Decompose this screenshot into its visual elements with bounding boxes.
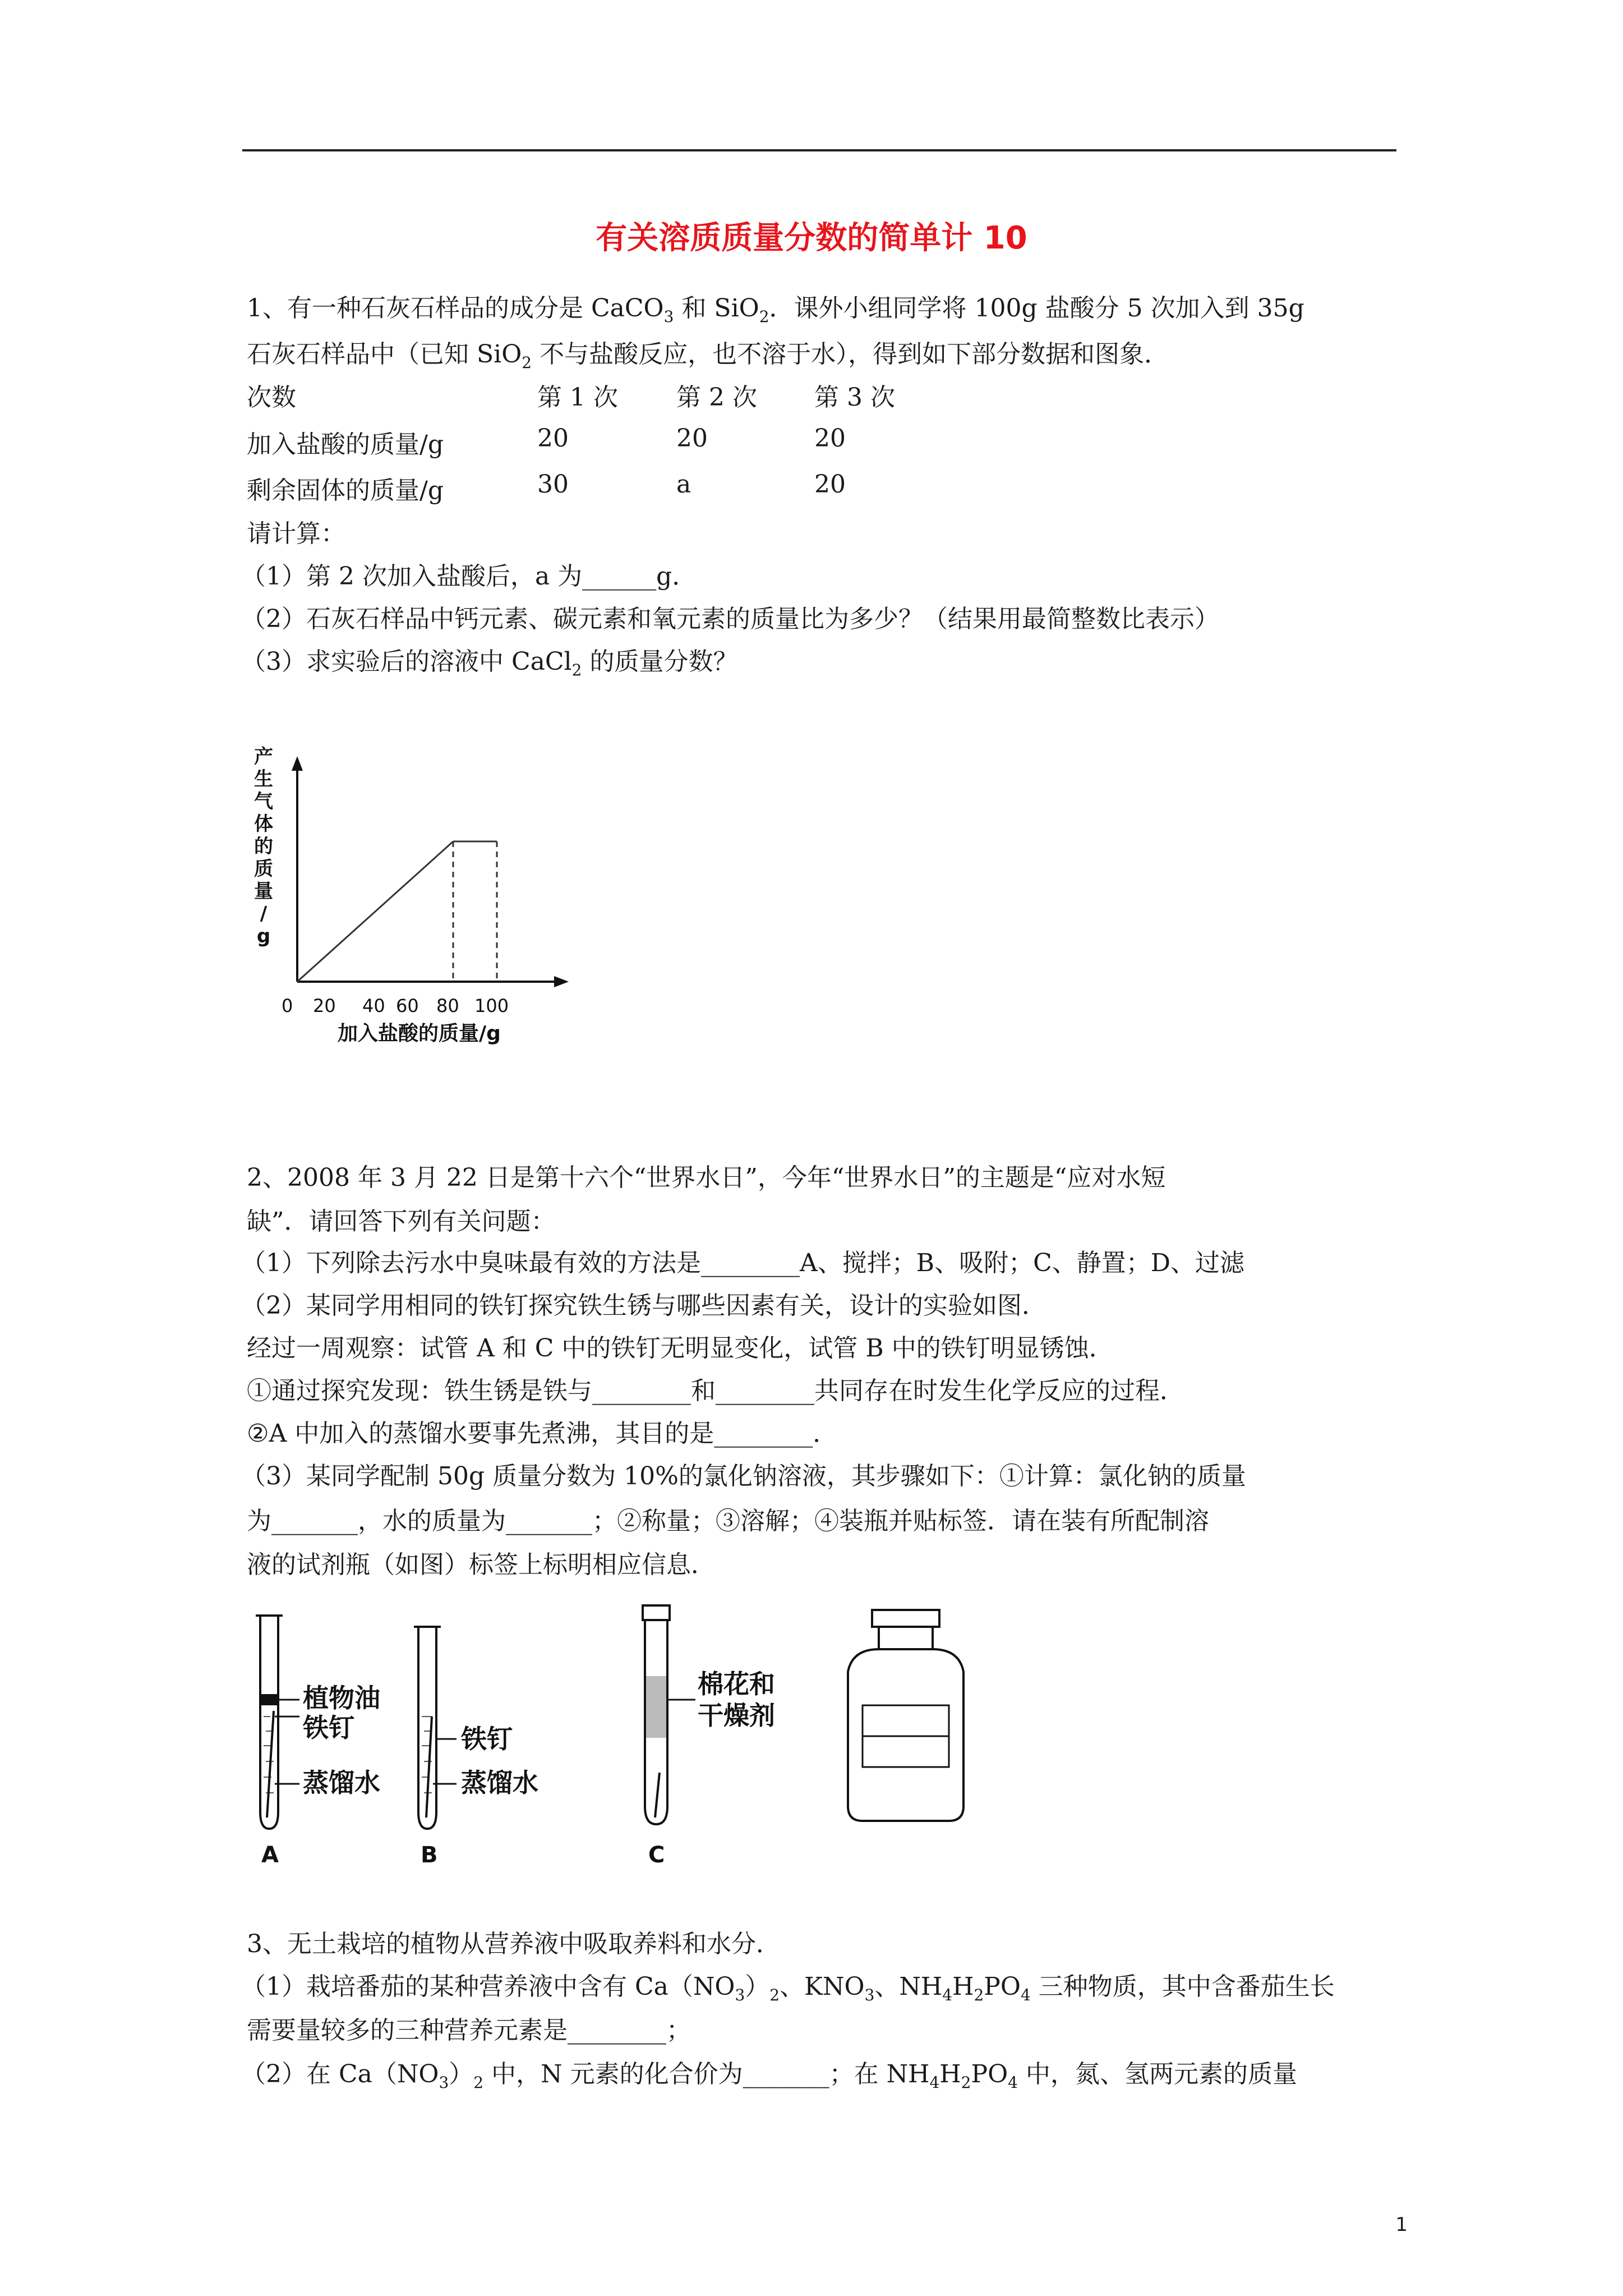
curve-rising-segment (297, 841, 453, 982)
test-tube-a (256, 1616, 380, 1868)
table-cell: 20 (676, 424, 708, 453)
q3-line-2: （1）栽培番茄的某种营养液中含有 $Ca(NO_3)_2$、$KNO_3$、$NH_4H_2PO_4$ 三种物质，其中含番茄生长 (241, 1972, 1335, 2004)
label-distilled-water-a: 蒸馏水 (303, 1768, 380, 1798)
q2-line-7: ②A 中加入的蒸馏水要事先煮沸，其目的是________． (247, 1419, 838, 1448)
q2-line-10: 液的试剂瓶（如图）标签上标明相应信息． (247, 1550, 716, 1579)
y-axis-label-char: 体 (254, 813, 273, 835)
table-header-cell: 第 2 次 (676, 383, 757, 412)
y-axis-label-text (254, 746, 273, 947)
y-axis-label-char: 的 (254, 835, 273, 858)
q2-line-2: 缺”．请回答下列有关问题： (247, 1207, 556, 1236)
table-cell: 30 (537, 470, 569, 499)
q1-sub-1: （1）第 2 次加入盐酸后，a 为______g． (241, 562, 697, 591)
label-iron-nail-b: 铁钉 (461, 1724, 513, 1754)
x-tick-label: 80 (436, 995, 459, 1016)
vegetable-oil-layer-icon (261, 1694, 277, 1705)
y-axis-label-char: 生 (254, 768, 273, 790)
iron-nail-icon (267, 1711, 274, 1818)
y-axis-label-char: 产 (254, 746, 273, 768)
bottle-cap-icon (872, 1610, 939, 1627)
tube-label-a: A (261, 1842, 279, 1868)
table-cell: 加入盐酸的质量/g (247, 430, 444, 459)
y-axis-label (254, 746, 273, 947)
header-rule (242, 149, 1396, 151)
test-tube-b (414, 1627, 538, 1868)
q2-line-1: 2、2008 年 3 月 22 日是第十六个“世界水日”，今年“世界水日”的主题是“应对水短 (247, 1163, 1166, 1192)
q2-line-9: 为_______，水的质量为_______；②称量；③溶解；④装瓶并贴标签．请在装有所配制溶 (247, 1507, 1209, 1535)
reagent-bottle (848, 1610, 963, 1821)
q2-line-6: ①通过探究发现：铁生锈是铁与________和________共同存在时发生化学反应的过程． (247, 1377, 1184, 1405)
table-cell: 20 (814, 424, 846, 453)
table-header-cell: 第 1 次 (537, 383, 618, 412)
q3-line-3: 需要量较多的三种营养元素是________； (247, 2016, 691, 2045)
y-axis-label-char: 质 (254, 858, 273, 880)
table-cell: 20 (537, 424, 569, 453)
label-distilled-water-b: 蒸馏水 (461, 1768, 538, 1798)
x-tick-label: 40 (362, 995, 385, 1016)
label-iron-nail-a: 铁钉 (303, 1713, 354, 1743)
cotton-desiccant-icon (646, 1676, 666, 1738)
page-number: 1 (1395, 2214, 1408, 2236)
q1-line-2: 石灰石样品中（已知 SiO$_2$ 不与盐酸反应，也不溶于水），得到如下部分数据和图象． (247, 340, 1169, 372)
q2-line-5: 经过一周观察：试管 A 和 C 中的铁钉无明显变化，试管 B 中的铁钉明显锈蚀． (247, 1334, 1114, 1363)
table-cell: a (676, 470, 691, 499)
iron-nail-icon (655, 1773, 660, 1818)
label-cotton: 棉花和 (698, 1669, 775, 1699)
y-axis-label-char: / (260, 903, 268, 925)
table-cell: 剩余固体的质量/g (247, 476, 444, 505)
q2-line-3: （1）下列除去污水中臭味最有效的方法是________A、搅拌；B、吸附；C、静置；D、过滤 (241, 1249, 1245, 1277)
tube-label-b: B (421, 1842, 438, 1868)
table-header-cell: 次数 (247, 383, 296, 412)
x-axis-arrow-icon (554, 976, 569, 987)
label-desiccant: 干燥剂 (698, 1700, 775, 1731)
y-axis-arrow-icon (292, 756, 303, 771)
rust-experiment-figure (241, 1604, 1004, 1874)
x-tick-label: 0 (282, 995, 293, 1016)
x-tick-label: 20 (313, 995, 336, 1016)
x-tick-label: 60 (396, 995, 419, 1016)
q1-sub-2: （2）石灰石样品中钙元素、碳元素和氧元素的质量比为多少？（结果用最简整数比表示） (241, 605, 1219, 633)
data-table (247, 377, 1088, 512)
table-header-cell: 第 3 次 (814, 383, 895, 412)
y-axis-label-char: 量 (254, 880, 273, 903)
y-axis-label-char: 气 (254, 790, 273, 813)
x-axis-label: 加入盐酸的质量/g (338, 1022, 501, 1045)
q1-sub-3: （3）求实验后的溶液中 CaCl$_2$ 的质量分数？ (241, 647, 738, 679)
table-cell: 20 (814, 470, 846, 499)
test-tube-c (643, 1605, 775, 1868)
y-axis-label-char: g (256, 925, 271, 947)
q3-line-4: （2）在 $Ca(NO_3)_2$ 中，N 元素的化合价为_______；在 $NH_4H_2PO_4$ 中，氮、氢两元素的质量 (241, 2060, 1297, 2092)
page-title: 有关溶质质量分数的简单计 10 (596, 220, 1027, 256)
q1-prompt: 请计算： (247, 519, 345, 548)
q1-line-1: 1、有一种石灰石样品的成分是 CaCO$_3$ 和 SiO$_2$．课外小组同学将 100g 盐酸分 5 次加入到 35g (247, 294, 1304, 326)
x-tick-label: 100 (474, 995, 509, 1016)
tube-label-c: C (648, 1842, 665, 1868)
q3-line-1: 3、无土栽培的植物从营养液中吸取养料和水分． (247, 1930, 781, 1958)
label-vegetable-oil: 植物油 (303, 1683, 380, 1713)
gas-mass-graph (241, 740, 600, 1055)
q2-line-4: （2）某同学用相同的铁钉探究铁生锈与哪些因素有关，设计的实验如图． (241, 1291, 1046, 1320)
stopper-icon (643, 1605, 670, 1620)
q2-line-8: （3）某同学配制 50g 质量分数为 10%的氯化钠溶液，其步骤如下：①计算：氯化钠的质量 (241, 1462, 1246, 1490)
